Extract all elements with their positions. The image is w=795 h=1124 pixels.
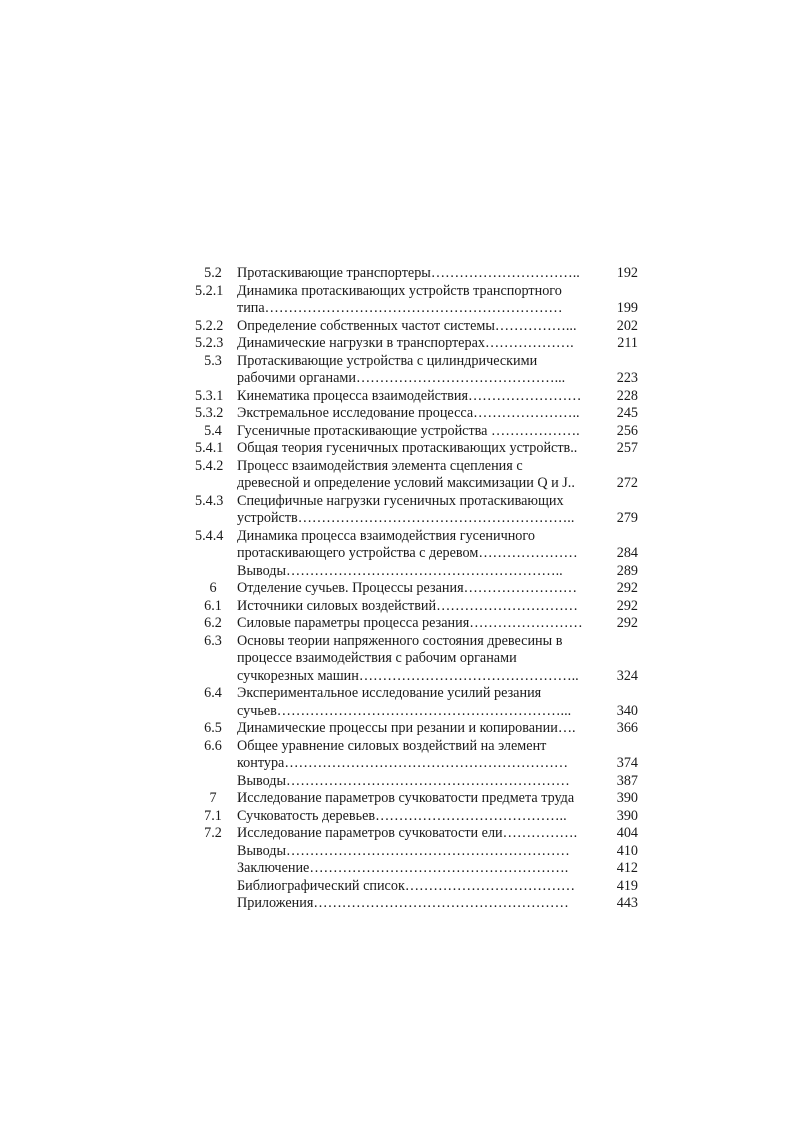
toc-entry-title [237, 598, 600, 616]
toc-entry [193, 318, 638, 336]
toc-entry [193, 563, 638, 581]
toc-entry-title [237, 720, 600, 738]
toc-entry-title [237, 318, 600, 336]
toc-entry-page: 292 [616, 580, 638, 596]
toc-entry-title [237, 440, 600, 458]
toc-entry-number: 5.2.1 [195, 282, 224, 299]
toc-entry-title [237, 825, 600, 843]
toc-entry-number: 5.2 [204, 265, 222, 281]
toc-entry-title-line: устройств………………………………………………….. [237, 510, 575, 526]
toc-entry-number: 7.2 [204, 825, 222, 841]
toc-entry-title [237, 773, 600, 791]
toc-entry-page: 419 [616, 877, 638, 894]
toc-entry-number: 7 [209, 790, 217, 806]
toc-entry-title [237, 458, 600, 493]
toc-entry [193, 265, 638, 283]
toc-entry [193, 598, 638, 616]
toc-entry-number: 5.2.2 [195, 317, 224, 334]
toc-entry-title [237, 563, 600, 581]
toc-entry [193, 773, 638, 791]
toc-entry [193, 440, 638, 458]
toc-entry-title-line: Протаскивающие транспортеры………………………….. [237, 265, 580, 281]
toc-entry-title-line: Общая теория гусеничных протаскивающих устройств.. [237, 440, 578, 456]
toc-entry-title-line: типа……………………………………………………… [237, 300, 563, 316]
toc-entry-title [237, 265, 600, 283]
toc-entry-title-line: древесной и определение условий максимизации Q и J.. [237, 475, 575, 491]
toc-entry-title-line: Источники силовых воздействий………………………… [237, 597, 578, 614]
toc-entry-page: 199 [616, 300, 638, 316]
toc-entry-title [237, 895, 600, 913]
toc-entry-title-line: Исследование параметров сучковатости предмета труда [237, 790, 575, 806]
toc-entry-title [237, 843, 600, 861]
toc-entry-page: 443 [616, 895, 638, 911]
toc-entry [193, 580, 638, 598]
toc-entry-page: 292 [616, 597, 638, 614]
toc-entry-number: 6.2 [204, 615, 222, 631]
toc-entry-page: 202 [616, 317, 638, 334]
toc-entry-number: 5.3.2 [195, 405, 224, 421]
toc-entry-page: 279 [616, 510, 638, 526]
toc-entry [193, 790, 638, 808]
toc-entry-page: 289 [616, 562, 638, 579]
toc-entry [193, 878, 638, 896]
toc-entry [193, 825, 638, 843]
toc-entry-title-line: Библиографический список……………………………… [237, 877, 576, 894]
toc-entry-title-line: сучкорезных машин……………………………………….. [237, 667, 579, 684]
toc-entry-title-line: Выводы…………………………………………………… [237, 772, 570, 789]
toc-entry-title [237, 353, 600, 388]
toc-entry-title-line: Заключение………………………………………………. [237, 860, 569, 876]
toc-entry-page: 340 [616, 702, 638, 719]
toc-entry-page: 272 [616, 475, 638, 491]
toc-entry-title-line: Гусеничные протаскивающие устройства ………………. [237, 422, 580, 439]
toc-entry-title [237, 615, 600, 633]
toc-entry [193, 738, 638, 773]
toc-entry-page: 292 [616, 615, 638, 631]
toc-entry-title [237, 808, 600, 826]
toc-entry-title-line: процессе взаимодействия с рабочим органами [237, 650, 517, 666]
toc-entry-title-line: Специфичные нагрузки гусеничных протаскивающих [237, 492, 564, 509]
toc-entry-page: 256 [616, 422, 638, 439]
toc-entry-page: 404 [616, 825, 638, 841]
toc-entry-page: 412 [616, 860, 638, 876]
toc-entry [193, 458, 638, 493]
toc-entry-number: 5.4.1 [195, 440, 224, 456]
toc-entry-title [237, 860, 600, 878]
toc-entry-title-line: Динамические процессы при резании и копировании…. [237, 720, 576, 736]
toc-entry-title [237, 633, 600, 686]
toc-entry-number: 6.1 [204, 597, 222, 614]
toc-entry-title-line: Динамика процесса взаимодействия гусеничного [237, 527, 535, 544]
toc-entry [193, 685, 638, 720]
toc-entry-title-line: протаскивающего устройства с деревом………………… [237, 545, 578, 561]
toc-entry-title [237, 423, 600, 441]
toc-entry-title-line: Протаскивающие устройства с цилиндрическими [237, 352, 538, 369]
toc-entry-number: 6.6 [204, 737, 222, 754]
toc-entry-title-line: Силовые параметры процесса резания…………………… [237, 615, 583, 631]
toc-entry-title-line: Процесс взаимодействия элемента сцепления с [237, 457, 523, 474]
toc-entry [193, 493, 638, 528]
toc-entry-title-line: Сучковатость деревьев………………………………….. [237, 807, 567, 824]
toc-entry-title-line: Экстремальное исследование процесса………………….. [237, 405, 580, 421]
toc-entry [193, 720, 638, 738]
toc-entry-page: 374 [616, 755, 638, 771]
toc-entry [193, 388, 638, 406]
toc-entry-page: 228 [616, 387, 638, 404]
toc-entry-number: 5.4.3 [195, 492, 224, 509]
toc-entry-number: 5.2.3 [195, 335, 224, 351]
toc-entry-title-line: рабочими органами……………………………………... [237, 370, 566, 386]
toc-entry-title [237, 685, 600, 720]
toc-entry-title-line: Исследование параметров сучковатости ели……………. [237, 825, 578, 841]
toc-entry [193, 860, 638, 878]
toc-entry-number: 5.3.1 [195, 387, 224, 404]
toc-entry-title [237, 528, 600, 563]
toc-entry-page: 410 [616, 842, 638, 859]
toc-entry [193, 843, 638, 861]
toc-entry-title-line: Отделение сучьев. Процессы резания…………………… [237, 580, 578, 596]
toc-entry [193, 405, 638, 423]
toc-entry-title [237, 283, 600, 318]
toc-entry-page: 324 [616, 667, 638, 684]
table-of-contents [193, 265, 638, 913]
toc-entry [193, 615, 638, 633]
toc-entry-title [237, 493, 600, 528]
toc-entry-title-line: Кинематика процесса взаимодействия…………………… [237, 387, 582, 404]
toc-entry-title [237, 335, 600, 353]
toc-entry-page: 192 [616, 265, 638, 281]
toc-entry-title-line: Выводы………………………………………………….. [237, 562, 563, 579]
toc-entry-page: 284 [616, 545, 638, 561]
toc-entry-title [237, 388, 600, 406]
toc-entry-number: 6.3 [204, 632, 222, 649]
toc-entry [193, 353, 638, 388]
toc-entry [193, 528, 638, 563]
toc-entry-page: 211 [617, 335, 638, 351]
toc-entry [193, 633, 638, 686]
toc-entry-page: 245 [616, 405, 638, 421]
toc-entry-title-line: Экспериментальное исследование усилий резания [237, 685, 542, 701]
toc-entry-title-line: Динамика протаскивающих устройств транспортного [237, 282, 562, 299]
toc-entry-page: 390 [616, 790, 638, 806]
toc-entry [193, 335, 638, 353]
toc-entry-number: 5.3 [204, 352, 222, 369]
toc-entry-page: 390 [616, 807, 638, 824]
toc-entry [193, 423, 638, 441]
toc-entry-title-line: сучьев……………………………………………………... [237, 702, 572, 719]
toc-entry-title-line: контура…………………………………………………… [237, 755, 569, 771]
toc-entry [193, 283, 638, 318]
toc-entry-title [237, 405, 600, 423]
toc-entry-page: 223 [616, 370, 638, 386]
toc-entry-title-line: Определение собственных частот системы……………... [237, 317, 577, 334]
toc-entry-page: 257 [616, 440, 638, 456]
toc-entry-title-line: Выводы…………………………………………………… [237, 842, 570, 859]
toc-entry-number: 5.4 [204, 422, 222, 439]
toc-entry-title-line: Общее уравнение силовых воздействий на элемент [237, 737, 547, 754]
toc-entry-number: 6 [209, 580, 217, 596]
toc-entry-number: 5.4.4 [195, 527, 224, 544]
toc-entry-number: 5.4.2 [195, 457, 224, 474]
toc-entry-title [237, 738, 600, 773]
toc-entry-title [237, 580, 600, 598]
toc-entry-title-line: Динамические нагрузки в транспортерах………………. [237, 335, 574, 351]
toc-entry [193, 895, 638, 913]
toc-entry-number: 7.1 [204, 807, 222, 824]
toc-entry-title-line: Основы теории напряженного состояния древесины в [237, 632, 563, 649]
toc-entry-number: 6.5 [204, 720, 222, 736]
toc-entry-page: 387 [616, 772, 638, 789]
toc-entry-title [237, 790, 600, 808]
toc-entry [193, 808, 638, 826]
toc-entry-page: 366 [616, 720, 638, 736]
toc-entry-title-line: Приложения……………………………………………… [237, 895, 569, 911]
toc-entry-number: 6.4 [204, 685, 222, 701]
toc-entry-title [237, 878, 600, 896]
